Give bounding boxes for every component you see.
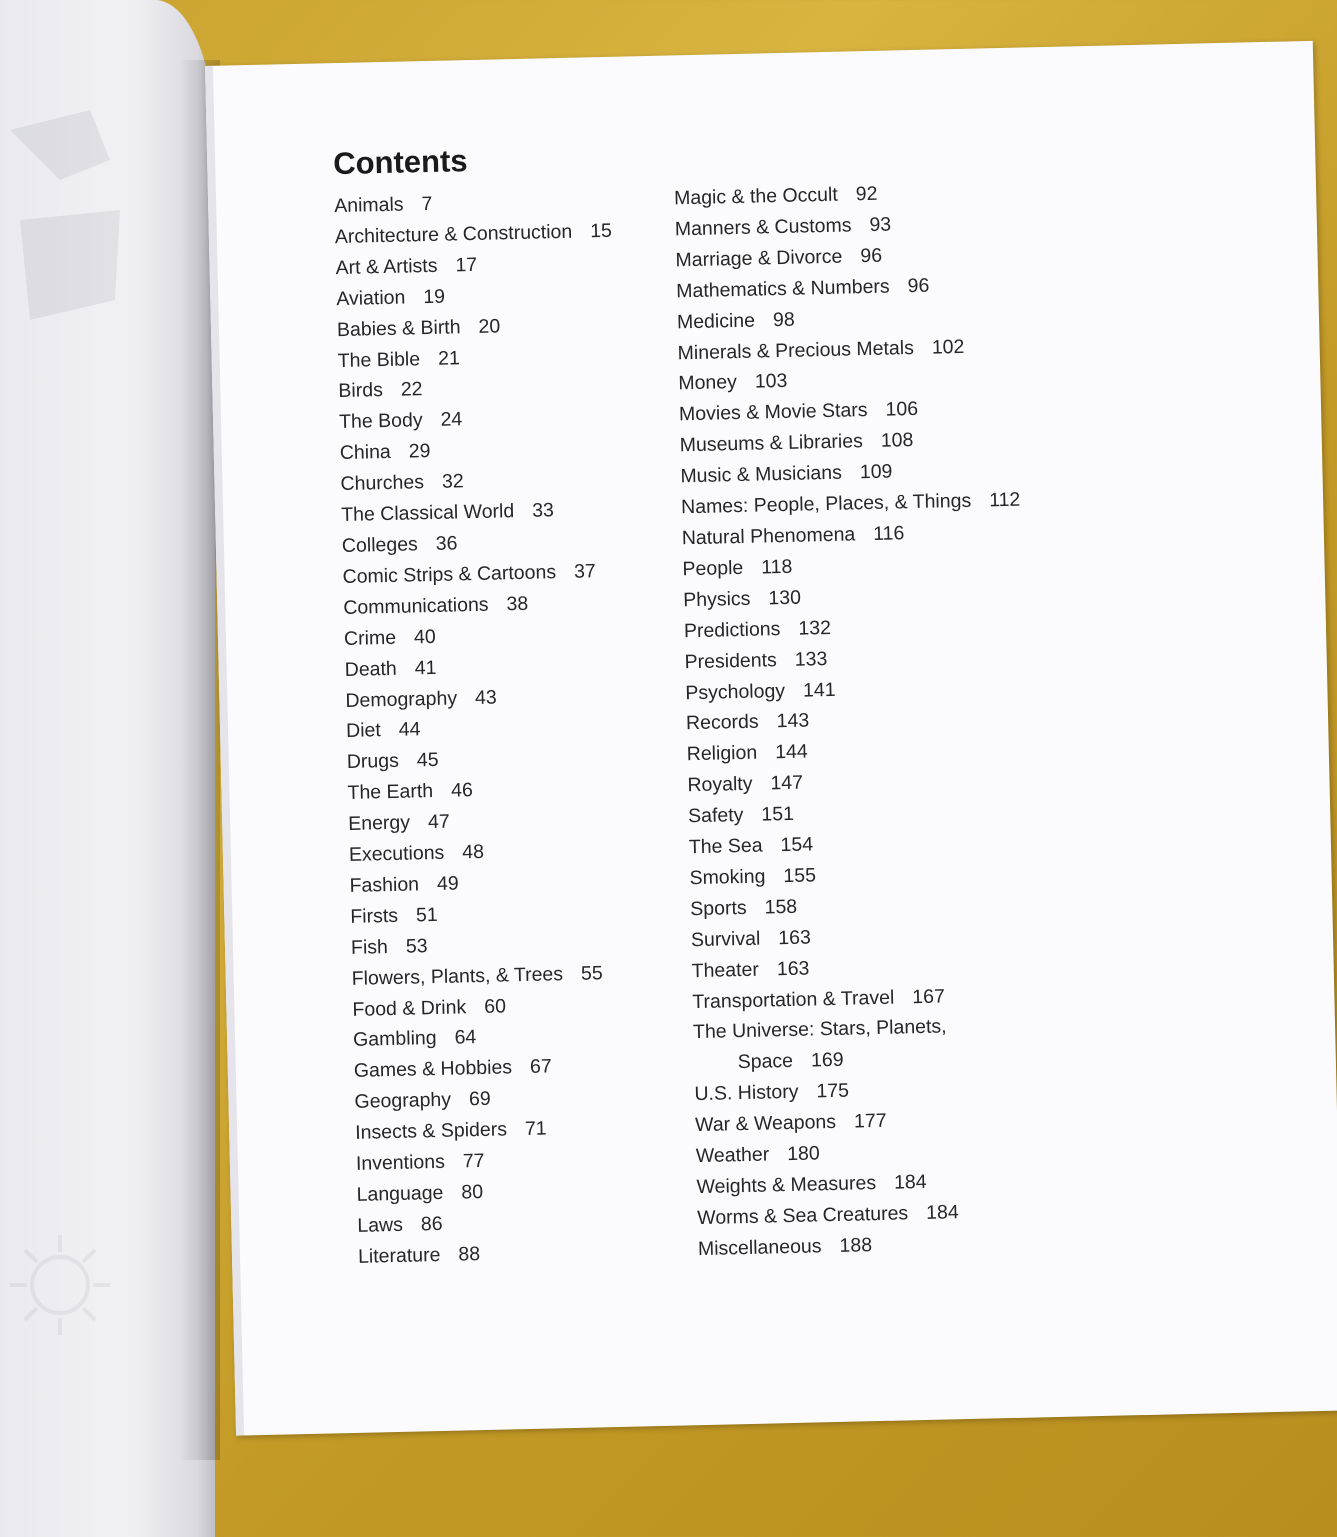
- entry-page-number: 96: [907, 274, 930, 297]
- entry-page-number: 69: [468, 1088, 491, 1111]
- entry-topic: Miscellaneous: [697, 1235, 822, 1260]
- entry-page-number: 71: [524, 1117, 547, 1141]
- entry-page-number: 130: [768, 586, 802, 610]
- entry-page-number: 96: [860, 244, 883, 267]
- entry-page-number: 46: [450, 779, 474, 802]
- contents-entry: [335, 216, 613, 253]
- entry-page-number: 175: [816, 1079, 850, 1103]
- entry-topic: Money: [678, 371, 738, 395]
- entry-page-number: 49: [436, 872, 459, 895]
- entry-page-number: 93: [869, 213, 892, 236]
- entry-page-number: 109: [859, 460, 893, 484]
- entry-page-number: 80: [461, 1180, 484, 1204]
- entry-topic: Royalty: [687, 772, 753, 797]
- entry-page-number: 40: [413, 625, 436, 649]
- entry-topic: War & Weapons: [694, 1111, 837, 1137]
- entry-topic: Mathematics & Numbers: [675, 275, 890, 303]
- entry-topic: Worms & Sea Creatures: [697, 1202, 909, 1230]
- entry-page-number: 21: [437, 346, 461, 370]
- entry-topic: Diet: [345, 719, 382, 743]
- show-through-sun: [5, 1230, 115, 1340]
- entry-page-number: 60: [483, 994, 507, 1018]
- entry-page-number: 19: [423, 285, 446, 308]
- entry-page-number: 167: [912, 985, 946, 1008]
- entry-page-number: 20: [478, 314, 501, 338]
- contents-entry: [342, 556, 620, 593]
- entry-topic: Names: People, Places, & Things: [680, 489, 972, 519]
- entry-topic: Language: [356, 1181, 444, 1206]
- entry-topic: Minerals & Precious Metals: [677, 336, 915, 364]
- entry-page-number: 133: [794, 647, 828, 671]
- entry-page-number: 32: [441, 470, 464, 493]
- entry-topic: Records: [685, 711, 759, 735]
- entry-page-number: 38: [506, 592, 529, 616]
- entry-topic: Music & Musicians: [680, 461, 843, 488]
- entry-topic: Art & Artists: [335, 254, 438, 279]
- contents-entry: [358, 1235, 636, 1272]
- entry-topic: Survival: [690, 927, 761, 951]
- entry-page-number: 106: [885, 398, 919, 421]
- entry-page-number: 15: [589, 219, 613, 243]
- show-through-illustration: [0, 100, 130, 350]
- entry-page-number: 7: [421, 192, 433, 216]
- entry-page-number: 86: [420, 1212, 443, 1236]
- entry-page-number: 158: [764, 895, 798, 919]
- entry-page-number: 29: [408, 440, 431, 463]
- entry-topic: Death: [344, 657, 398, 681]
- entry-topic: Comic Strips & Cartoons: [342, 561, 557, 588]
- entry-page-number: 154: [780, 833, 814, 857]
- entry-page-number: 116: [872, 522, 905, 545]
- entry-page-number: 36: [435, 532, 458, 555]
- entry-topic: Inventions: [355, 1150, 446, 1175]
- entry-topic: The Universe: Stars, Planets,: [692, 1015, 947, 1044]
- contents-column-left: [334, 185, 636, 1273]
- entry-topic: Communications: [343, 593, 489, 619]
- entry-topic: Fish: [350, 935, 389, 959]
- entry-topic: Literature: [357, 1243, 441, 1268]
- entry-topic: U.S. History: [694, 1081, 799, 1106]
- entry-page-number: 102: [931, 335, 965, 359]
- entry-topic: Games & Hobbies: [353, 1056, 513, 1083]
- entry-page-number: 184: [925, 1201, 959, 1224]
- entry-page-number: 88: [458, 1242, 481, 1266]
- entry-topic: Colleges: [341, 533, 419, 557]
- entry-page-number: 64: [454, 1026, 477, 1050]
- entry-topic: Manners & Customs: [674, 214, 852, 241]
- entry-page-number: 177: [853, 1109, 887, 1133]
- entry-topic: Energy: [347, 811, 411, 836]
- entry-page-number: 77: [462, 1150, 485, 1173]
- entry-page-number: 45: [416, 749, 439, 772]
- entry-page-number: 163: [778, 926, 812, 949]
- entry-topic: Birds: [338, 379, 384, 403]
- entry-topic: The Sea: [688, 834, 763, 859]
- entry-page-number: 43: [474, 686, 497, 709]
- entry-topic: Flowers, Plants, & Trees: [351, 962, 564, 990]
- entry-page-number: 17: [455, 253, 478, 277]
- entry-topic: Safety: [687, 804, 744, 828]
- entry-page-number: 103: [754, 370, 788, 394]
- entry-page-number: 147: [770, 771, 804, 795]
- entry-topic: Medicine: [676, 309, 756, 333]
- entry-topic: Demography: [345, 686, 458, 712]
- entry-topic: Babies & Birth: [336, 315, 461, 341]
- entry-topic: Insects & Spiders: [354, 1118, 508, 1145]
- entry-topic: Smoking: [689, 865, 766, 890]
- entry-topic: People: [682, 556, 744, 581]
- entry-page-number: 22: [400, 378, 423, 402]
- entry-topic: Weights & Measures: [696, 1172, 877, 1199]
- contents-column-right: [674, 176, 1038, 1265]
- entry-topic: The Earth: [347, 780, 434, 805]
- contents-entry: [351, 957, 629, 994]
- entry-topic: Magic & the Occult: [673, 183, 838, 210]
- entry-page-number: 108: [880, 429, 914, 453]
- entry-topic: Firsts: [350, 904, 399, 928]
- contents-entry: [698, 1226, 1038, 1265]
- entry-topic: Weather: [695, 1143, 770, 1168]
- entry-page-number: 37: [573, 560, 596, 583]
- entry-topic: Geography: [354, 1088, 452, 1114]
- entry-page-number: 53: [405, 934, 428, 958]
- entry-topic: China: [339, 441, 392, 465]
- entry-topic: Presidents: [684, 648, 778, 673]
- entry-topic: Fashion: [349, 873, 420, 897]
- entry-topic: Religion: [686, 741, 758, 766]
- contents-entry: [693, 1010, 1034, 1079]
- entry-topic: Movies & Movie Stars: [678, 399, 868, 426]
- entry-topic: Animals: [333, 193, 404, 218]
- entry-page-number: 44: [398, 718, 421, 742]
- entry-topic: Predictions: [683, 617, 781, 642]
- entry-page-number: 169: [810, 1049, 844, 1072]
- entry-topic: The Bible: [337, 347, 421, 372]
- entry-page-number: 118: [760, 555, 793, 579]
- entry-page-number: 112: [988, 488, 1021, 512]
- entry-page-number: 143: [776, 709, 810, 733]
- page-title: Contents: [332, 143, 468, 182]
- entry-topic: The Classical World: [340, 500, 515, 527]
- entry-topic: Natural Phenomena: [681, 523, 856, 550]
- entry-page-number: 188: [839, 1233, 873, 1257]
- entry-page-number: 144: [774, 740, 808, 764]
- entry-page-number: 55: [580, 961, 603, 985]
- entry-page-number: 48: [462, 840, 485, 864]
- entry-topic: Psychology: [685, 679, 786, 704]
- entry-page-number: 180: [786, 1142, 820, 1166]
- entry-topic: Gambling: [352, 1027, 437, 1052]
- entry-page-number: 98: [772, 308, 795, 331]
- entry-page-number: 24: [440, 408, 463, 432]
- entry-topic: Physics: [682, 587, 751, 612]
- entry-page-number: 184: [893, 1170, 927, 1194]
- entry-topic: Aviation: [336, 286, 406, 310]
- entry-page-number: 151: [761, 802, 795, 826]
- entry-page-number: 155: [783, 864, 817, 888]
- entry-topic: Transportation & Travel: [692, 986, 895, 1013]
- entry-page-number: 132: [798, 616, 832, 640]
- entry-topic: Museums & Libraries: [679, 430, 864, 457]
- entry-topic: Executions: [348, 841, 445, 866]
- entry-topic: Architecture & Construction: [334, 220, 573, 249]
- entry-page-number: 33: [531, 499, 555, 522]
- entry-page-number: 163: [776, 957, 810, 980]
- entry-page-number: 141: [802, 678, 836, 702]
- entry-topic: Churches: [340, 471, 425, 496]
- entry-page-number: 51: [415, 903, 438, 927]
- entry-topic: The Body: [338, 409, 423, 434]
- entry-page-number: 41: [414, 656, 437, 679]
- entry-topic: Theater: [691, 958, 760, 982]
- contents-page: [205, 41, 1337, 1436]
- entry-page-number: 47: [427, 810, 450, 834]
- entry-page-number: 67: [529, 1055, 552, 1079]
- entry-topic: Marriage & Divorce: [675, 245, 843, 272]
- entry-topic: Sports: [690, 896, 747, 921]
- entry-page-number: 92: [855, 182, 878, 206]
- entry-topic: Crime: [343, 626, 397, 650]
- entry-topic: Laws: [357, 1213, 404, 1237]
- entry-topic-cont-text: Space: [737, 1050, 794, 1074]
- entry-topic: Food & Drink: [352, 995, 467, 1021]
- entry-topic: Drugs: [346, 750, 400, 774]
